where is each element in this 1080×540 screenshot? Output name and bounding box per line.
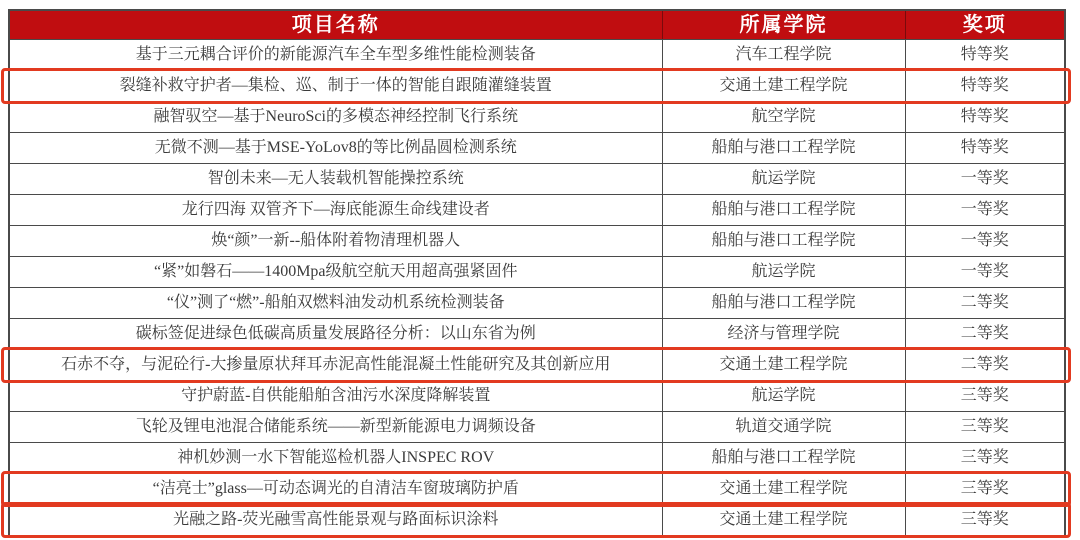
award-cell: 特等奖 <box>905 133 1064 163</box>
college-cell: 航空学院 <box>662 102 905 132</box>
college-cell: 船舶与港口工程学院 <box>662 288 905 318</box>
college-cell: 交通土建工程学院 <box>662 350 905 380</box>
table-row <box>10 287 1064 318</box>
project-cell: 光融之路-荧光融雪高性能景观与路面标识涂料 <box>173 511 499 528</box>
table-row <box>10 411 1064 442</box>
college-cell: 船舶与港口工程学院 <box>662 133 905 163</box>
project-cell: 无微不测—基于MSE-YoLov8的等比例晶圆检测系统 <box>154 139 517 156</box>
table-row <box>10 225 1064 256</box>
table-row <box>10 70 1064 101</box>
table-row <box>10 504 1064 535</box>
award-cell: 特等奖 <box>905 40 1064 70</box>
college-cell: 经济与管理学院 <box>662 319 905 349</box>
project-cell: 守护蔚蓝-自供能船舶含油污水深度降解装置 <box>181 387 491 404</box>
award-cell: 三等奖 <box>905 474 1064 504</box>
award-cell: 一等奖 <box>905 164 1064 194</box>
college-cell: 交通土建工程学院 <box>662 474 905 504</box>
college-cell: 航运学院 <box>662 257 905 287</box>
college-cell: 交通土建工程学院 <box>662 505 905 535</box>
project-cell: 神机妙测一水下智能巡检机器人INSPEC ROV <box>177 449 495 466</box>
table-row <box>10 39 1064 70</box>
award-cell: 三等奖 <box>905 505 1064 535</box>
awards-table <box>8 9 1066 537</box>
table-row <box>10 318 1064 349</box>
award-cell: 二等奖 <box>905 319 1064 349</box>
award-cell: 一等奖 <box>905 257 1064 287</box>
project-cell: 龙行四海 双管齐下—海底能源生命线建设者 <box>181 201 490 218</box>
project-cell: “紧”如磐石——1400Mpa级航空航天用超高强紧固件 <box>153 263 518 280</box>
college-cell: 船舶与港口工程学院 <box>662 195 905 225</box>
college-cell: 航运学院 <box>662 381 905 411</box>
table-row <box>10 256 1064 287</box>
table-row <box>10 473 1064 504</box>
award-cell: 三等奖 <box>905 381 1064 411</box>
project-cell: 石赤不夺，与泥砼行-大掺量原状拜耳赤泥高性能混凝土性能研究及其创新应用 <box>61 356 611 373</box>
college-cell: 航运学院 <box>662 164 905 194</box>
award-cell: 三等奖 <box>905 443 1064 473</box>
award-cell: 一等奖 <box>905 195 1064 225</box>
project-cell: 基于三元耦合评价的新能源汽车全车型多维性能检测装备 <box>135 46 536 63</box>
table-row <box>10 132 1064 163</box>
project-cell: 飞轮及锂电池混合储能系统——新型新能源电力调频设备 <box>135 418 536 435</box>
header-award: 奖项 <box>905 11 1064 39</box>
table-row <box>10 349 1064 380</box>
award-cell: 一等奖 <box>905 226 1064 256</box>
college-cell: 船舶与港口工程学院 <box>662 443 905 473</box>
project-cell: 融智驭空—基于NeuroSci的多模态神经控制飞行系统 <box>153 108 518 125</box>
table-header-row <box>10 11 1064 39</box>
header-college: 所属学院 <box>662 11 905 39</box>
award-cell: 特等奖 <box>905 102 1064 132</box>
table-row <box>10 442 1064 473</box>
award-cell: 二等奖 <box>905 350 1064 380</box>
college-cell: 轨道交通学院 <box>662 412 905 442</box>
award-cell: 三等奖 <box>905 412 1064 442</box>
table-row <box>10 380 1064 411</box>
table-row <box>10 194 1064 225</box>
project-cell: 智创未来—无人装载机智能操控系统 <box>207 170 464 187</box>
table-row <box>10 101 1064 132</box>
project-cell: “洁亮士”glass—可动态调光的自清洁车窗玻璃防护盾 <box>152 480 519 497</box>
project-cell: 裂缝补救守护者—集检、巡、制于一体的智能自跟随灌缝装置 <box>119 77 552 94</box>
college-cell: 船舶与港口工程学院 <box>662 226 905 256</box>
award-cell: 二等奖 <box>905 288 1064 318</box>
award-cell: 特等奖 <box>905 71 1064 101</box>
header-project: 项目名称 <box>291 14 380 36</box>
project-cell: 碳标签促进绿色低碳高质量发展路径分析：以山东省为例 <box>135 325 536 342</box>
project-cell: 焕“颜”一新--船体附着物清理机器人 <box>211 232 461 249</box>
project-cell: “仪”测了“燃”-船舶双燃料油发动机系统检测装备 <box>166 294 505 311</box>
table-row <box>10 163 1064 194</box>
college-cell: 汽车工程学院 <box>662 40 905 70</box>
college-cell: 交通土建工程学院 <box>662 71 905 101</box>
